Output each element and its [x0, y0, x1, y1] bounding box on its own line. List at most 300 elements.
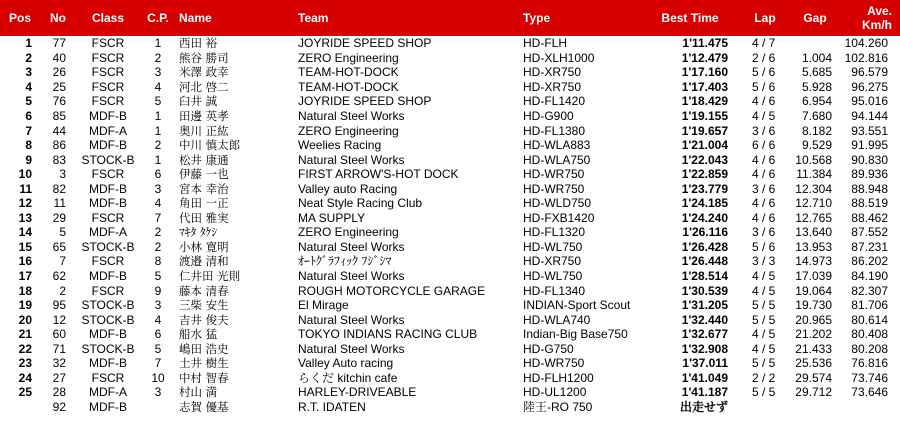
- cell-class: FSCR: [91, 167, 125, 182]
- cell-best-time: 1'28.514: [681, 269, 728, 284]
- cell-avg-speed: 96.579: [851, 65, 888, 80]
- cell-no: 29: [52, 210, 66, 225]
- cell-gap: 19.730: [795, 298, 832, 313]
- cell-name: 宮本 幸治: [179, 181, 229, 196]
- table-row: [0, 312, 900, 327]
- cell-lap: 5 / 5: [752, 356, 776, 371]
- cell-lap: 4 / 5: [752, 341, 776, 356]
- cell-type: HD-WLD750: [523, 196, 592, 211]
- cell-team: MA SUPPLY: [298, 210, 366, 225]
- cell-best-time: 1'18.429: [681, 94, 728, 109]
- cell-lap: 4 / 6: [752, 210, 776, 225]
- cell-pos: 13: [18, 210, 32, 225]
- cell-cp: 2: [154, 50, 162, 65]
- table-row: [0, 167, 900, 182]
- cell-cp: 10: [151, 370, 165, 385]
- cell-name: 中川 慎太郎: [179, 138, 241, 153]
- cell-team: ZERO Engineering: [298, 225, 399, 240]
- cell-avg-speed: 80.614: [851, 312, 888, 327]
- header-avg-speed: [840, 0, 900, 36]
- cell-avg-speed: 80.208: [851, 341, 888, 356]
- header-class: Class: [91, 11, 125, 25]
- cell-type: HD-WR750: [523, 356, 585, 371]
- cell-type: HD-XR750: [523, 254, 582, 269]
- cell-team: FIRST ARROW'S-HOT DOCK: [298, 167, 459, 182]
- cell-team: Natural Steel Works: [298, 152, 405, 167]
- cell-no: 32: [52, 356, 66, 371]
- cell-class: STOCK-B: [81, 239, 135, 254]
- table-row: [0, 51, 900, 66]
- cell-gap: 13.953: [795, 239, 832, 254]
- cell-cp: 1: [154, 36, 162, 51]
- cell-pos: 12: [18, 196, 32, 211]
- cell-class: STOCK-B: [81, 152, 135, 167]
- cell-pos: 22: [18, 341, 32, 356]
- cell-team: TEAM-HOT-DOCK: [298, 79, 399, 94]
- cell-class: MDF-B: [89, 138, 127, 153]
- cell-avg-speed: 88.519: [851, 196, 888, 211]
- cell-team: El Mirage: [298, 298, 349, 313]
- cell-no: 95: [52, 298, 66, 313]
- cell-best-time: 1'32.440: [681, 312, 728, 327]
- table-row: [0, 65, 900, 80]
- cell-class: STOCK-B: [81, 298, 135, 313]
- table-row: [0, 80, 900, 95]
- cell-team: ZERO Engineering: [298, 123, 399, 138]
- cell-best-time: 1'19.155: [681, 109, 728, 123]
- cell-cp: 8: [154, 254, 162, 269]
- cell-class: MDF-A: [89, 123, 127, 138]
- cell-no: 71: [52, 341, 66, 356]
- cell-team: ROUGH MOTORCYCLE GARAGE: [298, 283, 486, 298]
- cell-name: 渡邉 清和: [179, 254, 229, 269]
- cell-lap: 3 / 6: [752, 181, 776, 196]
- cell-team: TEAM-HOT-DOCK: [298, 65, 399, 80]
- cell-class: FSCR: [91, 79, 125, 94]
- cell-avg-speed: 93.551: [851, 123, 888, 138]
- cell-name: 中村 智春: [179, 370, 229, 385]
- cell-cp: 7: [154, 356, 162, 371]
- cell-avg-speed: 96.275: [851, 79, 888, 94]
- cell-type: HD-WLA750: [523, 152, 591, 167]
- cell-avg-speed: 80.408: [851, 327, 888, 342]
- cell-no: 77: [52, 36, 66, 51]
- cell-team: ｵｰﾄｸﾞﾗﾌｨｯｸ ﾌｼﾞｼﾏ: [298, 254, 392, 269]
- cell-team: Natural Steel Works: [298, 312, 405, 327]
- cell-lap: 3 / 3: [752, 254, 776, 269]
- cell-class: FSCR: [91, 283, 125, 298]
- cell-name: 田邊 英孝: [179, 109, 229, 123]
- cell-pos: 15: [18, 239, 32, 254]
- cell-name: 志賀 優基: [179, 399, 229, 414]
- cell-name: ﾏｷﾀ ﾀｹｼ: [179, 225, 218, 240]
- table-row: [0, 283, 900, 298]
- cell-gap: 21.202: [795, 327, 832, 342]
- cell-name: 藤本 清春: [179, 283, 229, 298]
- cell-avg-speed: 76.816: [851, 356, 888, 371]
- cell-name: 西田 裕: [179, 36, 218, 51]
- cell-class: MDF-B: [89, 109, 127, 123]
- cell-cp: 9: [154, 283, 162, 298]
- cell-no: 62: [52, 269, 66, 284]
- cell-gap: 19.064: [795, 283, 832, 298]
- cell-cp: 3: [154, 65, 162, 80]
- cell-lap: 5 / 6: [752, 65, 776, 80]
- cell-team: TOKYO INDIANS RACING CLUB: [298, 327, 478, 342]
- cell-class: MDF-B: [89, 327, 127, 342]
- cell-class: FSCR: [91, 94, 125, 109]
- cell-cp: 4: [154, 312, 162, 327]
- cell-gap: 20.965: [795, 312, 832, 327]
- cell-type: HD-FL1380: [523, 123, 586, 138]
- cell-lap: 4 / 5: [752, 269, 776, 284]
- cell-best-time: 1'19.657: [681, 123, 728, 138]
- cell-best-time: 1'24.185: [681, 196, 728, 211]
- cell-cp: 1: [154, 152, 162, 167]
- cell-no: 28: [52, 385, 66, 400]
- cell-cp: 2: [154, 239, 162, 254]
- cell-pos: 3: [25, 65, 32, 80]
- cell-team: らくだ kitchin cafe: [298, 370, 398, 385]
- header-no: No: [50, 11, 66, 25]
- cell-name: 船水 猛: [179, 327, 218, 342]
- cell-class: FSCR: [91, 254, 125, 269]
- cell-class: FSCR: [91, 65, 125, 80]
- cell-pos: 9: [25, 152, 32, 167]
- table-row: [0, 400, 900, 415]
- cell-class: MDF-A: [89, 225, 127, 240]
- header-row: [0, 0, 900, 36]
- cell-pos: [0, 400, 40, 415]
- cell-pos: 17: [18, 269, 32, 284]
- cell-lap: 4 / 6: [752, 94, 776, 109]
- cell-class: STOCK-B: [81, 312, 135, 327]
- cell-best-time: 1'26.116: [682, 225, 728, 240]
- cell-no: 65: [52, 239, 66, 254]
- cell-no: 3: [59, 167, 66, 182]
- cell-avg-speed: 82.307: [851, 283, 888, 298]
- cell-team: JOYRIDE SPEED SHOP: [298, 36, 432, 51]
- cell-pos: 1: [25, 36, 32, 51]
- cell-type: Indian-Big Base750: [523, 327, 628, 342]
- cell-no: 27: [52, 370, 66, 385]
- cell-team: Natural Steel Works: [298, 109, 405, 123]
- table-row: [0, 371, 900, 386]
- cell-cp: 4: [154, 196, 162, 211]
- cell-avg-speed: 73.746: [851, 370, 888, 385]
- cell-name: 小林 寛明: [179, 239, 229, 254]
- cell-type: HD-FL1420: [523, 94, 586, 109]
- cell-name: 村山 満: [179, 385, 218, 400]
- cell-pos: 8: [25, 138, 32, 153]
- table-row: [0, 138, 900, 153]
- cell-cp: 2: [154, 225, 162, 240]
- cell-pos: 14: [18, 225, 32, 240]
- cell-pos: 21: [18, 327, 32, 342]
- cell-cp: 6: [154, 167, 162, 182]
- cell-gap: 6.954: [801, 94, 832, 109]
- cell-best-time: 1'22.043: [681, 152, 728, 167]
- cell-best-time: 1'41.049: [681, 370, 728, 385]
- cell-avg-speed: 104.260: [844, 36, 888, 51]
- table-row: [0, 94, 900, 109]
- cell-pos: 6: [25, 109, 32, 123]
- cell-no: 40: [52, 50, 66, 65]
- cell-type: HD-XLH1000: [523, 50, 595, 65]
- cell-cp: [140, 400, 176, 415]
- cell-no: 86: [52, 138, 66, 153]
- cell-best-time: 1'26.448: [681, 254, 728, 269]
- cell-team: Weelies Racing: [298, 138, 382, 153]
- header-cp: C.P.: [147, 11, 169, 25]
- cell-gap: 29.574: [795, 370, 832, 385]
- table-body: [0, 36, 900, 414]
- cell-gap: 25.536: [795, 356, 832, 371]
- cell-no: 76: [52, 94, 66, 109]
- cell-pos: 7: [25, 123, 32, 138]
- cell-best-time: 1'37.011: [682, 356, 728, 371]
- cell-type: INDIAN-Sport Scout: [523, 298, 631, 313]
- cell-class: STOCK-B: [81, 341, 135, 356]
- cell-gap: [790, 400, 840, 415]
- cell-lap: 4 / 7: [752, 36, 776, 51]
- table-row: [0, 109, 900, 124]
- cell-avg-speed: 86.202: [851, 254, 888, 269]
- cell-type: HD-WL750: [523, 269, 583, 284]
- cell-type: HD-FLH1200: [523, 370, 594, 385]
- header-pos: Pos: [8, 11, 31, 25]
- cell-lap: 3 / 6: [752, 225, 776, 240]
- cell-cp: 6: [154, 327, 162, 342]
- cell-pos: 16: [18, 254, 32, 269]
- cell-cp: 5: [154, 269, 162, 284]
- table-row: [0, 385, 900, 400]
- cell-team: R.T. IDATEN: [298, 399, 366, 414]
- cell-lap: 3 / 6: [752, 123, 776, 138]
- cell-avg-speed: 87.231: [851, 239, 888, 254]
- cell-type: HD-WR750: [523, 181, 585, 196]
- cell-best-time: 1'32.908: [681, 341, 728, 356]
- cell-gap: [790, 36, 840, 51]
- cell-name: 嶋田 浩史: [179, 341, 229, 356]
- table-row: [0, 240, 900, 255]
- cell-gap: 10.568: [795, 152, 832, 167]
- cell-type: HD-G900: [523, 109, 574, 123]
- cell-type: HD-UL1200: [523, 385, 587, 400]
- cell-no: 11: [53, 196, 66, 211]
- cell-best-time: 1'26.428: [681, 239, 728, 254]
- cell-avg-speed: 91.995: [851, 138, 888, 153]
- cell-no: 5: [59, 225, 66, 240]
- cell-class: MDF-B: [89, 399, 127, 414]
- cell-class: FSCR: [91, 50, 125, 65]
- cell-team: JOYRIDE SPEED SHOP: [298, 94, 432, 109]
- cell-lap: 4 / 5: [752, 327, 776, 342]
- cell-cp: 5: [154, 94, 162, 109]
- cell-class: FSCR: [91, 36, 125, 51]
- cell-avg-speed: [840, 400, 900, 415]
- cell-best-time: 1'41.187: [681, 385, 728, 400]
- cell-no: 7: [59, 254, 66, 269]
- cell-name: 吉井 俊夫: [179, 312, 229, 327]
- header-avg-line2: Km/h: [862, 18, 892, 32]
- cell-gap: 9.529: [801, 138, 832, 153]
- table-row: [0, 211, 900, 226]
- cell-no: 26: [52, 65, 66, 80]
- table-row: [0, 152, 900, 167]
- table-row: [0, 254, 900, 269]
- cell-name: 代田 雅実: [179, 210, 229, 225]
- cell-class: MDF-B: [89, 269, 127, 284]
- table-row: [0, 181, 900, 196]
- cell-type: 陸王-RO 750: [523, 399, 593, 414]
- cell-type: HD-FL1340: [523, 283, 586, 298]
- header-lap: Lap: [754, 11, 776, 25]
- table-row: [0, 327, 900, 342]
- cell-class: MDF-A: [89, 385, 127, 400]
- cell-name: 奥川 正紘: [179, 123, 229, 138]
- cell-team: Natural Steel Works: [298, 341, 405, 356]
- cell-no: 92: [52, 399, 66, 414]
- cell-lap: 5 / 5: [752, 312, 776, 327]
- cell-name: 河北 啓二: [179, 79, 229, 94]
- cell-gap: 12.765: [795, 210, 832, 225]
- cell-pos: 19: [18, 298, 32, 313]
- cell-type: HD-WL750: [523, 239, 583, 254]
- cell-team: Natural Steel Works: [298, 239, 405, 254]
- table-row: [0, 341, 900, 356]
- cell-gap: 1.004: [801, 50, 832, 65]
- cell-avg-speed: 90.830: [851, 152, 888, 167]
- cell-cp: 4: [154, 79, 162, 94]
- cell-pos: 23: [18, 356, 32, 371]
- cell-gap: 7.680: [801, 109, 832, 123]
- header-team: Team: [298, 11, 329, 25]
- cell-no: 83: [52, 152, 66, 167]
- cell-avg-speed: 84.190: [851, 269, 888, 284]
- cell-type: HD-G750: [523, 341, 574, 356]
- header-best-time: Best Time: [661, 11, 719, 25]
- table-row: [0, 269, 900, 284]
- cell-lap: 5 / 6: [752, 239, 776, 254]
- cell-no: 44: [52, 123, 66, 138]
- table-row: [0, 298, 900, 313]
- cell-lap: 5 / 5: [752, 298, 776, 313]
- cell-lap: 6 / 6: [752, 138, 776, 153]
- cell-team: Neat Style Racing Club: [298, 196, 423, 211]
- cell-no: 2: [59, 283, 66, 298]
- cell-cp: 3: [154, 385, 162, 400]
- cell-team: ZERO Engineering: [298, 50, 399, 65]
- table-row: [0, 123, 900, 138]
- cell-lap: [740, 400, 790, 415]
- cell-lap: 5 / 6: [752, 79, 776, 94]
- table-row: [0, 36, 900, 51]
- cell-pos: 18: [18, 283, 32, 298]
- cell-cp: 2: [154, 138, 162, 153]
- cell-avg-speed: 95.016: [851, 94, 888, 109]
- cell-no: 60: [52, 327, 66, 342]
- table-header: [0, 0, 900, 36]
- cell-best-time: 1'22.859: [681, 167, 728, 182]
- cell-avg-speed: 89.936: [851, 167, 888, 182]
- cell-type: HD-XR750: [523, 65, 582, 80]
- table-row: [0, 225, 900, 240]
- cell-name: 熊谷 勝司: [179, 50, 229, 65]
- cell-cp: 1: [154, 109, 162, 123]
- cell-no: 82: [52, 181, 66, 196]
- cell-team: HARLEY-DRIVEABLE: [298, 385, 417, 400]
- cell-gap: 8.182: [801, 123, 832, 138]
- cell-lap: 4 / 5: [752, 109, 776, 123]
- cell-type: HD-FXB1420: [523, 210, 595, 225]
- cell-name: 三柴 安生: [179, 298, 229, 313]
- cell-best-time: 出走せず: [679, 399, 728, 414]
- cell-best-time: 1'17.160: [681, 65, 728, 80]
- cell-best-time: 1'31.205: [681, 298, 728, 313]
- cell-avg-speed: 88.462: [851, 210, 888, 225]
- cell-type: HD-WLA740: [523, 312, 591, 327]
- cell-no: 12: [52, 312, 66, 327]
- cell-team: Valley Auto racing: [298, 356, 394, 371]
- table-row: [0, 356, 900, 371]
- cell-name: 臼井 誠: [179, 94, 218, 109]
- cell-best-time: 1'17.403: [681, 79, 728, 94]
- cell-pos: 11: [19, 181, 32, 196]
- cell-gap: 13.640: [795, 225, 832, 240]
- cell-cp: 3: [154, 298, 162, 313]
- cell-gap: 12.710: [795, 196, 832, 211]
- cell-type: HD-WR750: [523, 167, 585, 182]
- cell-lap: 4 / 5: [752, 283, 776, 298]
- cell-lap: 4 / 6: [752, 152, 776, 167]
- cell-class: MDF-B: [89, 181, 127, 196]
- cell-lap: 4 / 6: [752, 167, 776, 182]
- cell-type: HD-FLH: [523, 36, 567, 51]
- cell-gap: 12.304: [795, 181, 832, 196]
- cell-gap: 21.433: [795, 341, 832, 356]
- cell-gap: 17.039: [795, 269, 832, 284]
- cell-type: HD-WLA883: [523, 138, 591, 153]
- cell-class: MDF-B: [89, 196, 127, 211]
- cell-no: 85: [52, 109, 66, 123]
- cell-pos: 4: [25, 79, 32, 94]
- cell-cp: 3: [154, 181, 162, 196]
- cell-name: 角田 一正: [179, 196, 229, 211]
- cell-pos: 10: [18, 167, 32, 182]
- header-gap: Gap: [803, 11, 827, 25]
- cell-lap: 5 / 5: [752, 385, 776, 400]
- cell-best-time: 1'21.004: [681, 138, 728, 153]
- cell-avg-speed: 94.144: [851, 109, 888, 123]
- cell-avg-speed: 81.706: [851, 298, 888, 313]
- cell-gap: 11.384: [796, 167, 832, 182]
- cell-name: 松井 康通: [179, 152, 229, 167]
- cell-type: HD-XR750: [523, 79, 582, 94]
- table-row: [0, 196, 900, 211]
- cell-pos: 20: [18, 312, 32, 327]
- cell-class: FSCR: [91, 370, 125, 385]
- cell-name: 米澤 政幸: [179, 65, 229, 80]
- cell-pos: 2: [25, 50, 32, 65]
- cell-best-time: 1'12.479: [681, 50, 728, 65]
- cell-team: Natural Steel Works: [298, 269, 405, 284]
- cell-best-time: 1'30.539: [681, 283, 728, 298]
- cell-no: 25: [52, 79, 66, 94]
- cell-team: Valley auto Racing: [298, 181, 398, 196]
- cell-name: 土井 樹生: [179, 356, 229, 371]
- cell-type: HD-FL1320: [523, 225, 586, 240]
